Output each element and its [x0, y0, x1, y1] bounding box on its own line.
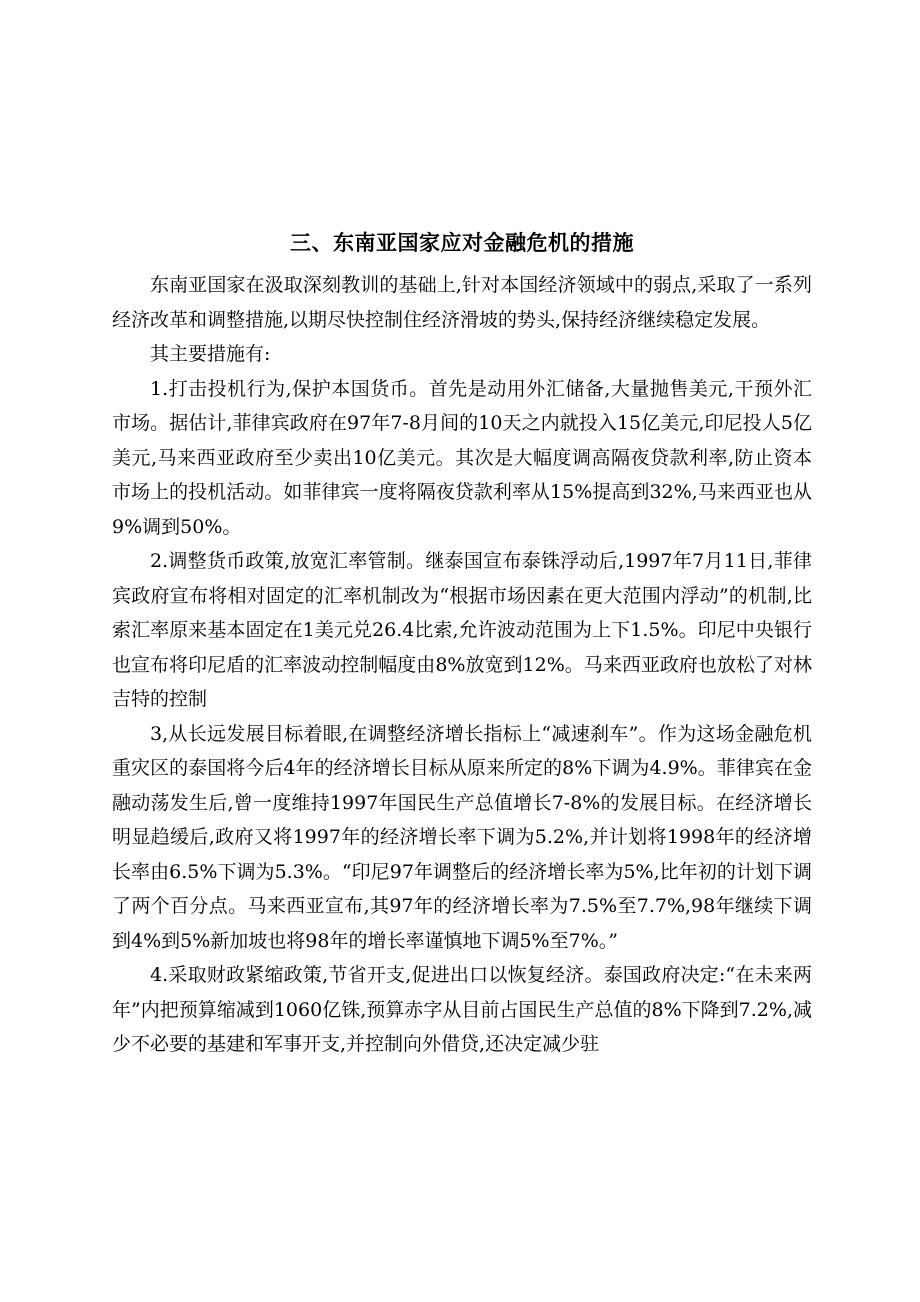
- measures-heading-paragraph: 其主要措施有:: [150, 343, 271, 365]
- measure-3-paragraph: 3,从长远发展目标着眼,在调整经济增长指标上“减速刹车”。作为这场金融危机重灾区的泰国将今后4年的经济增长目标从原来所定的8%下调为4.9%。菲律宾在金融动荡发生后,曾一度维持1997年国民生产总值增长7-8%的发展目标。在经济增长明显趋缓后,政府又将1997年的经济增长率下调为5.2%,并计划将1998年的经济增长率由6.5%下调为5.3%。“印尼97年调整后的经济增长率为5%,比年初的计划下调了两个百分点。马来西亚宣布,其97年的经济增长率为7.5%至7.7%,98年继续下调到4%到5%新加坡也将98年的增长率谨慎地下调5%至7%。”: [112, 722, 812, 952]
- document-page: [112, 228, 812, 1062]
- intro-paragraph: 东南亚国家在汲取深刻教训的基础上,针对本国经济领域中的弱点,采取了一系列经济改革和调整措施,以期尽快控制住经济滑坡的势头,保持经济继续稳定发展。: [112, 274, 812, 331]
- measure-4-paragraph: 4.采取财政紧缩政策,节省开支,促进出口以恢复经济。泰国政府决定:“在未来两年”内把预算缩减到1060亿铢,预算赤字从目前占国民生产总值的8%下降到7.2%,减少不必要的基建和军事开支,并控制向外借贷,还决定减少驻: [112, 964, 812, 1055]
- section-title: 三、东南亚国家应对金融危机的措施: [290, 230, 634, 255]
- measure-2-paragraph: 2.调整货币政策,放宽汇率管制。继泰国宣布泰铢浮动后,1997年7月11日,菲律宾政府宣布将相对固定的汇率机制改为“根据市场因素在更大范围内浮动”的机制,比索汇率原来基本固定在1美元兑26.4比索,允许波动范围为上下1.5%。印尼中央银行也宣布将印尼盾的汇率波动控制幅度由8%放宽到12%。马来西亚政府也放松了对林吉特的控制: [112, 550, 812, 710]
- measure-1-paragraph: 1.打击投机行为,保护本国货币。首先是动用外汇储备,大量抛售美元,干预外汇市场。据估计,菲律宾政府在97年7-8月间的10天之内就投入15亿美元,印尼投人5亿美元,马来西亚政府至少卖出10亿美元。其次是大幅度调高隔夜贷款利率,防止资本市场上的投机活动。如菲律宾一度将隔夜贷款利率从15%提高到32%,马来西亚也从9%调到50%。: [112, 377, 812, 538]
